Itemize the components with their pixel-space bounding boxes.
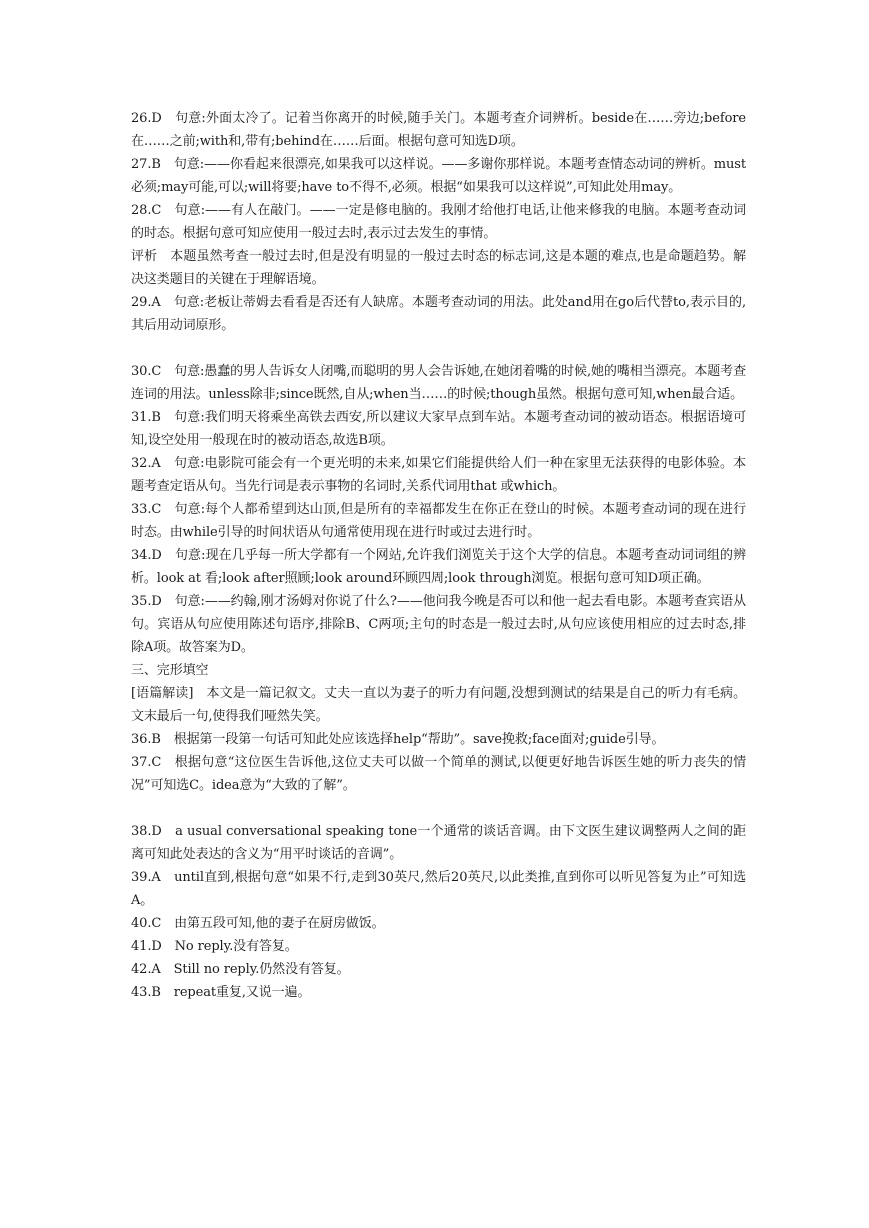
explanation-paragraph: 38.D a usual conversational speaking tone一个通常的谈话音调。由下文医生建议调整两人之间的距离可知此处表达的含义为“用平时谈话的音调”。 <box>131 824 746 862</box>
explanation-paragraph: 27.B 句意:——你看起来很漂亮,如果我可以这样说。——多谢你那样说。本题考查情态动词的辨析。must必须;may可能,可以;will将要;have to不得不,必须。根据“如果我可以这样说”,可知此处用may。 <box>131 157 746 195</box>
explanation-paragraph: 评析 本题虽然考查一般过去时,但是没有明显的一般过去时态的标志词,这是本题的难点,也是命题趋势。解决这类题目的关键在于理解语境。 <box>131 249 746 287</box>
blank-line <box>131 337 746 360</box>
explanation-paragraph: 29.A 句意:老板让蒂姆去看看是否还有人缺席。本题考查动词的用法。此处and用在go后代替to,表示目的,其后用动词原形。 <box>131 295 746 333</box>
explanation-paragraph: 28.C 句意:——有人在敲门。——一定是修电脑的。我刚才给他打电话,让他来修我的电脑。本题考查动词的时态。根据句意可知应使用一般过去时,表示过去发生的事情。 <box>131 203 746 241</box>
explanation-paragraph: 三、完形填空 <box>131 663 209 678</box>
explanation-paragraph: 39.A until直到,根据句意“如果不行,走到30英尺,然后20英尺,以此类推,直到你可以听见答复为止”可知选A。 <box>131 870 746 908</box>
explanation-paragraph: 33.C 句意:每个人都希望到达山顶,但是所有的幸福都发生在你正在登山的时候。本题考查动词的现在进行时态。由while引导的时间状语从句通常使用现在进行时或过去进行时。 <box>131 502 746 540</box>
answer-explanations <box>131 107 746 1004</box>
explanation-paragraph: 40.C 由第五段可知,他的妻子在厨房做饭。 <box>131 916 385 931</box>
explanation-paragraph: 36.B 根据第一段第一句话可知此处应该选择help“帮助”。save挽救;face面对;guide引导。 <box>131 732 665 747</box>
explanation-paragraph: 26.D 句意:外面太冷了。记着当你离开的时候,随手关门。本题考查介词辨析。beside在……旁边;before在……之前;with和,带有;behind在……后面。根据句意可知选D项。 <box>131 111 746 149</box>
explanation-paragraph: [语篇解读] 本文是一篇记叙文。丈夫一直以为妻子的听力有问题,没想到测试的结果是自己的听力有毛病。文末最后一句,使得我们哑然失笑。 <box>131 686 746 724</box>
explanation-paragraph: 43.B repeat重复,又说一遍。 <box>131 985 311 1000</box>
explanation-paragraph: 32.A 句意:电影院可能会有一个更光明的未来,如果它们能提供给人们一种在家里无法获得的电影体验。本题考查定语从句。当先行词是表示事物的名词时,关系代词用that 或which。 <box>131 456 746 494</box>
explanation-paragraph: 37.C 根据句意“这位医生告诉他,这位丈夫可以做一个简单的测试,以便更好地告诉医生她的听力丧失的情况”可知选C。idea意为“大致的了解”。 <box>131 755 746 793</box>
explanation-paragraph: 42.A Still no reply.仍然没有答复。 <box>131 962 350 977</box>
explanation-paragraph: 34.D 句意:现在几乎每一所大学都有一个网站,允许我们浏览关于这个大学的信息。本题考查动词词组的辨析。look at 看;look after照顾;look around环顾四周;look through浏览。根据句意可知D项正确。 <box>131 548 746 586</box>
blank-line <box>131 797 746 820</box>
explanation-paragraph: 41.D No reply.没有答复。 <box>131 939 298 954</box>
explanation-paragraph: 31.B 句意:我们明天将乘坐高铁去西安,所以建议大家早点到车站。本题考查动词的被动语态。根据语境可知,设空处用一般现在时的被动语态,故选B项。 <box>131 410 746 448</box>
explanation-paragraph: 30.C 句意:愚蠢的男人告诉女人闭嘴,而聪明的男人会告诉她,在她闭着嘴的时候,她的嘴相当漂亮。本题考查连词的用法。unless除非;since既然,自从;when当……的时候;though虽然。根据句意可知,when最合适。 <box>131 364 746 402</box>
explanation-paragraph: 35.D 句意:——约翰,刚才汤姆对你说了什么?——他问我今晚是否可以和他一起去看电影。本题考查宾语从句。宾语从句应使用陈述句语序,排除B、C两项;主句的时态是一般过去时,从句应该使用相应的过去时态,排除A项。故答案为D。 <box>131 594 746 655</box>
